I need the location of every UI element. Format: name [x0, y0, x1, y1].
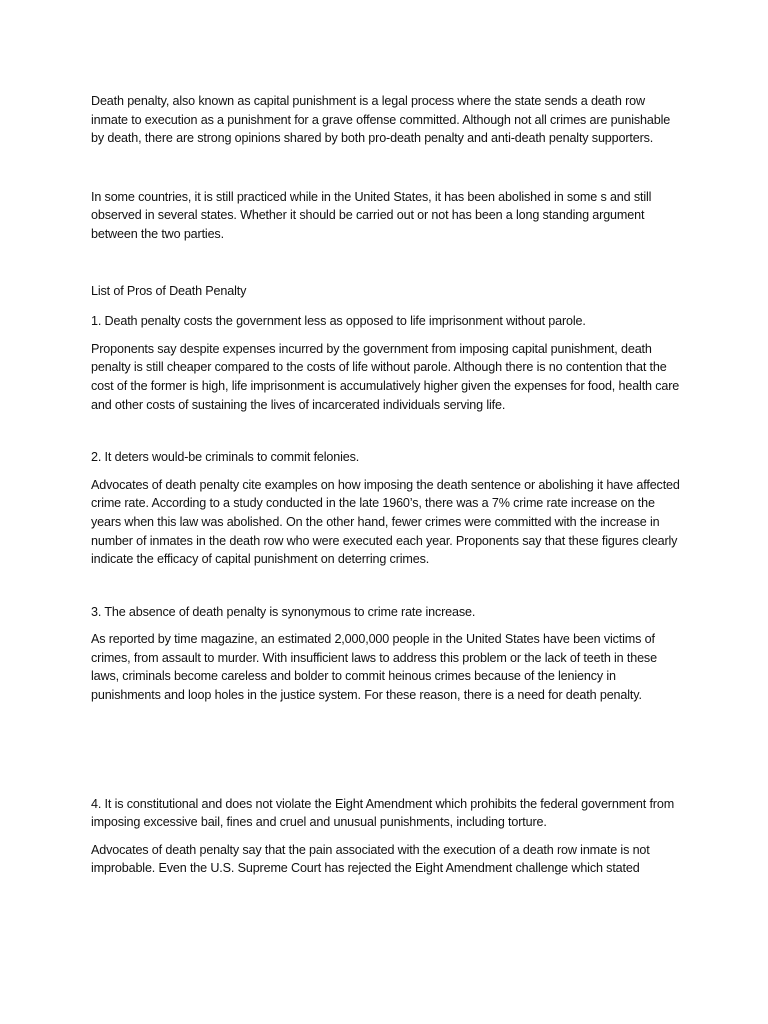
point-2-body: Advocates of death penalty cite examples on how imposing the death sentence or abolishing it have affected crime rate. According to a study conducted in the late 1960’s, there was a 7% crime rate increase on the years when this law was abolished. On the other hand, fewer crimes were committed with the increase in number of inmates in the death row who were executed each year. Proponents say that these figures clearly indicate the efficacy of capital punishment on deterring crimes. — [91, 477, 680, 567]
point-4-body: Advocates of death penalty say that the pain associated with the execution of a death row inmate is not improbable. Even the U.S. Supreme Court has rejected the Eight Amendment challenge which stated — [91, 842, 650, 876]
list-heading: List of Pros of Death Penalty — [91, 283, 247, 298]
point-2-title: 2. It deters would-be criminals to commit felonies. — [91, 450, 360, 465]
point-1-body: Proponents say despite expenses incurred by the government from imposing capital punishment, death penalty is still cheaper compared to the costs of life without parole. Although there is no contention that the cost of the former is high, life imprisonment is accumulatively higher given the expenses for food, health care and other costs of sustaining the lives of incarcerated individuals serving life. — [91, 341, 680, 412]
intro-paragraph-1: Death penalty, also known as capital punishment is a legal process where the state sends a death row inmate to execution as a punishment for a grave offense committed. Although not all crimes are punishable by death, there are strong opinions shared by both pro-death penalty and anti-death penalty supporters. — [91, 94, 671, 146]
point-4-title: 4. It is constitutional and does not violate the Eight Amendment which prohibits the federal government from imposing excessive bail, fines and cruel and unusual punishments, including torture. — [91, 796, 675, 830]
point-3-body: As reported by time magazine, an estimated 2,000,000 people in the United States have been victims of crimes, from assault to murder. With insufficient laws to address this problem or the lack of teeth in these laws, criminals become careless and bolder to commit heinous crimes because of the leniency in punishments and loop holes in the justice system. For these reason, there is a need for death penalty. — [91, 632, 657, 703]
point-1-title: 1. Death penalty costs the government less as opposed to life imprisonment without parole. — [91, 314, 586, 329]
intro-paragraph-2: In some countries, it is still practiced while in the United States, it has been abolished in some s and still observed in several states. Whether it should be carried out or not has been a long standing argument between the two parties. — [91, 189, 652, 241]
point-3-title: 3. The absence of death penalty is synonymous to crime rate increase. — [91, 604, 476, 619]
document-body — [91, 92, 683, 878]
